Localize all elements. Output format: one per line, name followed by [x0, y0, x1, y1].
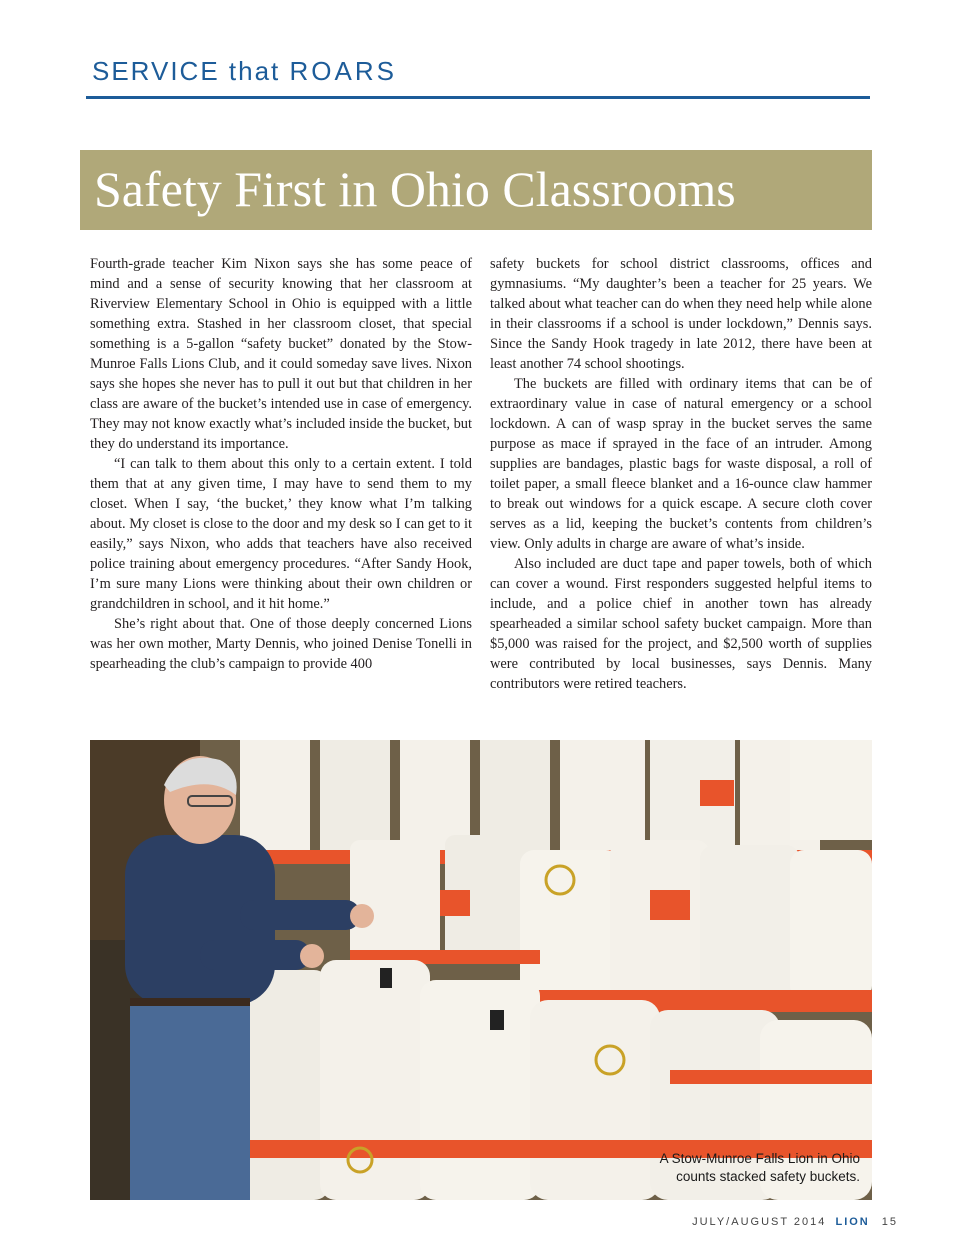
bucket: [420, 980, 540, 1200]
man-arm-lower: [200, 940, 310, 970]
section-header-that: that: [219, 56, 290, 86]
article-column-left: [90, 254, 472, 674]
article-column-right: [490, 254, 872, 694]
footer-issue: JULY/AUGUST 2014: [692, 1216, 827, 1228]
title-band: [80, 150, 872, 230]
store-logo: [440, 890, 470, 916]
man-arm-upper: [240, 900, 360, 930]
bucket-handle: [490, 1010, 504, 1030]
section-header-roars: ROARS: [289, 56, 397, 86]
article-paragraph: “I can talk to them about this only to a certain extent. I told them that at any given time, I may have to send them to my closet. When I say, ‘the bucket,’ they know what I’m talking about. My closet is close to the door and my desk so I can get to it easily,” says Nixon, who adds that teachers have also received police training about emergency procedures. “After Sandy Hook, I’m sure many Lions were thinking about their own children or grandchildren in school, and it hit home.”: [90, 456, 472, 612]
store-logo: [700, 780, 734, 806]
article-paragraph: Also included are duct tape and paper towels, both of which can cover a wound. First responders suggested helpful items to include, and a police chief in another town has already spearheaded a similar school safety bucket campaign. More than $5,000 was raised for the project, and $2,500 worth of supplies were contributed by local businesses, says Dennis. Many contributors were retired teachers.: [490, 556, 872, 692]
man-hand: [300, 944, 324, 968]
store-logo: [650, 890, 690, 920]
bucket: [320, 960, 430, 1200]
section-header-service: SERVICE: [92, 56, 220, 86]
photo-caption-line: A Stow-Munroe Falls Lion in Ohio: [659, 1151, 860, 1166]
bucket-handle: [380, 968, 392, 988]
article-paragraph: She’s right about that. One of those deeply concerned Lions was her own mother, Marty Dennis, who joined Denise Tonelli in spearheading the club’s campaign to provide 400: [90, 616, 472, 672]
article-title: Safety First in Ohio Classrooms: [94, 161, 736, 217]
man-hand: [350, 904, 374, 928]
photo-caption-line: counts stacked safety buckets.: [676, 1169, 860, 1184]
article-paragraph: The buckets are filled with ordinary items that can be of extraordinary value in case of natural emergency or a school lockdown. A can of wasp spray in the bucket serves the same purpose as mace if sprayed in the face of an intruder. Among supplies are bandages, plastic bags for waste disposal, a roll of toilet paper, a small fleece blanket and a 16-ounce claw hammer to break out windows for a quick escape. A secure cloth cover serves as a lid, keeping the bucket’s contents from children’s view. Only adults in charge are aware of what’s inside.: [490, 376, 872, 552]
article-paragraph: safety buckets for school district classrooms, offices and gymnasiums. “My daughter’s been a teacher for 25 years. We talked about what teacher can do when they need help while alone in their classrooms if a school is under lockdown,” Dennis says. Since the Sandy Hook tragedy in late 2012, there have been at least another 74 school shootings.: [490, 256, 872, 372]
article-photo: [90, 740, 872, 1200]
page-footer: [692, 1216, 898, 1228]
footer-page-number: 15: [881, 1216, 898, 1228]
man-jeans: [130, 1000, 250, 1200]
bucket-band: [670, 1070, 872, 1084]
bucket: [530, 1000, 660, 1200]
photo-illustration: [90, 740, 872, 1200]
man-belt: [130, 998, 250, 1006]
photo-caption: [660, 1150, 860, 1186]
bucket: [700, 845, 800, 1005]
header-rule: [86, 96, 870, 99]
section-header: [92, 56, 397, 87]
article-paragraph: Fourth-grade teacher Kim Nixon says she has some peace of mind and a sense of security knowing that her classroom at Riverview Elementary School in Ohio is equipped with a little something extra. Stashed in her classroom closet, that special something is a 5-gallon “safety bucket” donated by the Stow-Munroe Falls Lions Club, and it could someday save lives. Nixon says she hopes she never has to pull it out but that children in her class are aware of the bucket’s intended use in case of emergency. They may not know exactly what’s included inside the bucket, but they do understand its importance.: [90, 256, 472, 452]
bucket: [790, 740, 872, 840]
bucket: [790, 850, 872, 1000]
footer-magazine: LION: [835, 1216, 870, 1228]
bucket: [350, 840, 440, 960]
